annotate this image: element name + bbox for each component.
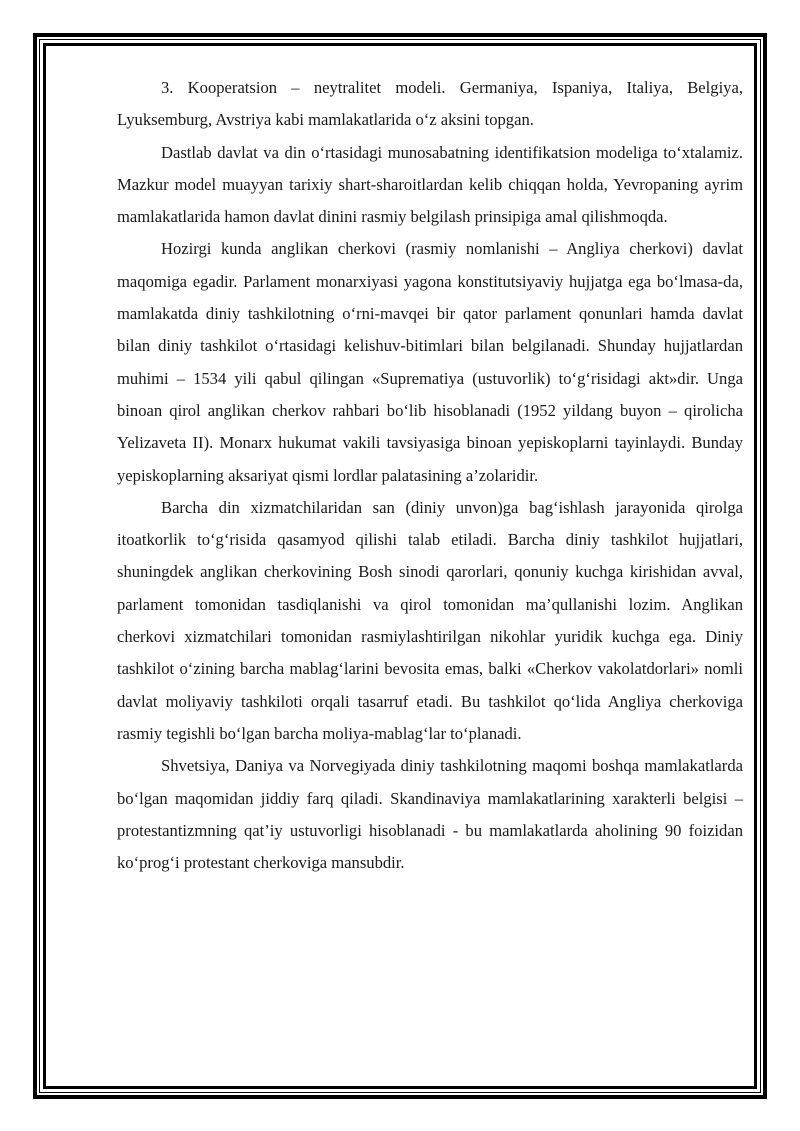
paragraph-anglican-church: Hozirgi kunda anglikan cherkovi (rasmiy nomlanishi – Angliya cherkovi) davlat maqomiga egadir. Parlament monarxiyasi yagona konstitutsiyaviy hujjatga ega bo‘lmasa-da, mamlakatda diniy tashkilotning o‘rni-mavqei bir qator parlament qonunlari hamda davlat bilan diniy tashkilot o‘rtasidagi kelishuv-bitimlari bilan belgilanadi. Shunday hujjatlardan muhimi – 1534 yili qabul qilingan «Suprematiya (ustuvorlik) to‘g‘risidagi akt»dir. Unga binoan qirol anglikan cherkov rahbari bo‘lib hisoblanadi (1952 yildang buyon – qirolicha Yelizaveta II). Monarx hukumat vakili tavsiyasiga binoan yepiskoplarni tayinlaydi. Bunday yepiskoplarning aksariyat qismi lordlar palatasining a’zolaridir. — [117, 239, 743, 485]
paragraph-identification-model: Dastlab davlat va din o‘rtasidagi munosabatning identifikatsion modeliga to‘xtalamiz. Mazkur model muayyan tarixiy shart-sharoitlardan kelib chiqqan holda, Yevropaning ayrim mamlakatlarida hamon davlat dinini rasmiy belgilash prinsipiga amal qilishmoqda. — [117, 142, 743, 227]
document-body — [117, 72, 743, 879]
paragraph-cooperation-model: 3. Kooperatsion – neytralitet modeli. Germaniya, Ispaniya, Italiya, Belgiya, Lyuksemburg, Avstriya kabi mamlakatlarida o‘z aksini topgan. — [117, 78, 743, 130]
paragraph-scandinavia: Shvetsiya, Daniya va Norvegiyada diniy tashkilotning maqomi boshqa mamlakatlarda bo‘lgan maqomidan jiddiy farq qiladi. Skandinaviya mamlakatlarining xarakterli belgisi –protestantizmning qat’iy ustuvorligi hisoblanadi - bu mamlakatlarda aholining 90 foizidan ko‘prog‘i protestant cherkoviga mansubdir. — [117, 756, 743, 873]
paragraph-clergy-oath: Barcha din xizmatchilaridan san (diniy unvon)ga bag‘ishlash jarayonida qirolga itoatkorlik to‘g‘risida qasamyod qilishi talab etiladi. Barcha diniy tashkilot hujjatlari, shuningdek anglikan cherkovining Bosh sinodi qarorlari, qonuniy kuchga kirishidan avval, parlament tomonidan tasdiqlanishi va qirol tomonidan ma’qullanishi lozim. Anglikan cherkovi xizmatchilari tomonidan rasmiylashtirilgan nikohlar yuridik kuchga ega. Diniy tashkilot o‘zining barcha mablag‘larini bevosita emas, balki «Cherkov vakolatdorlari» nomli davlat moliyaviy tashkiloti orqali tasarruf etadi. Bu tashkilot qo‘lida Angliya cherkoviga rasmiy tegishli bo‘lgan barcha moliya-mablag‘lar to‘planadi. — [117, 497, 743, 743]
